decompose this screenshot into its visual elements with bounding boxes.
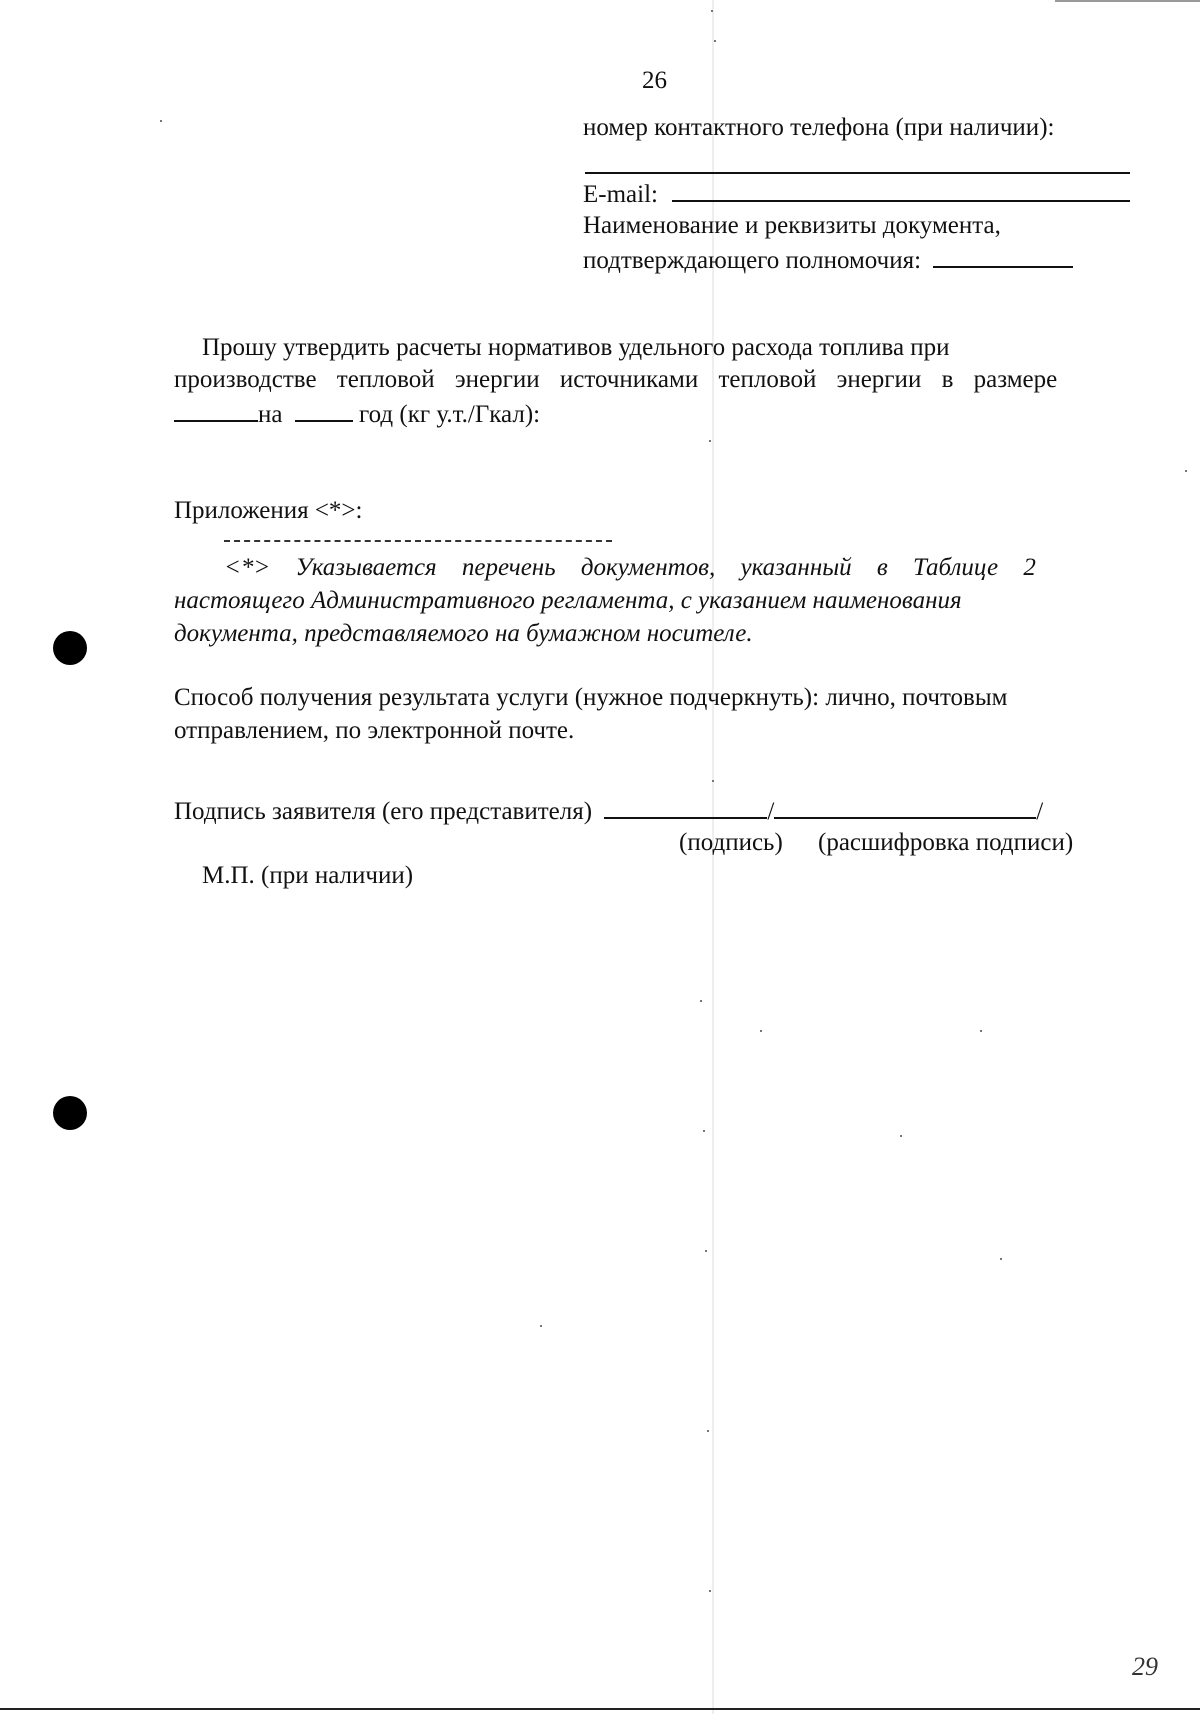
authority-doc-row — [583, 244, 1073, 276]
footnote-line3: документа, представляемого на бумажном носителе. — [174, 620, 753, 647]
authority-doc-line1: Наименование и реквизиты документа, — [583, 212, 1001, 239]
signature-blank-line — [604, 795, 767, 819]
scan-speck — [980, 1030, 982, 1032]
phone-label: номер контактного телефона (при наличии): — [583, 114, 1055, 141]
footnote-line1: <*> Указывается перечень документов, указанный в Таблице 2 — [224, 554, 1036, 581]
attachments-label: Приложения <*>: — [174, 497, 363, 524]
scan-speck — [700, 1000, 702, 1002]
footnote-line1-wrap — [224, 553, 1140, 583]
signature-slash-1: / — [767, 798, 775, 825]
request-line1: Прошу утвердить расчеты нормативов удельного расхода топлива при — [202, 334, 950, 361]
request-line2-text: производстве тепловой энергии источниками тепловой энергии в размере — [174, 366, 1058, 393]
scan-speck — [540, 1325, 542, 1327]
scan-speck — [703, 1130, 705, 1132]
request-on: на — [258, 401, 283, 428]
email-label: E-mail: — [583, 181, 658, 208]
scan-speck — [712, 780, 714, 782]
punch-hole-lower — [53, 1096, 87, 1130]
scan-speck — [711, 10, 713, 12]
scan-speck — [160, 120, 162, 122]
email-row — [583, 178, 1130, 210]
phone-blank-line — [585, 172, 1130, 174]
delivery-line1: Способ получения результата услуги (нужное подчеркнуть): лично, почтовым — [174, 684, 1008, 711]
footnote-separator — [224, 540, 612, 542]
request-line2 — [174, 365, 1140, 395]
scan-speck — [1000, 1258, 1002, 1260]
sheet-number-mark: 29 — [1132, 1652, 1158, 1681]
authority-doc-blank-line — [933, 244, 1073, 268]
scan-speck — [707, 1430, 709, 1432]
scan-speck — [1185, 470, 1187, 472]
email-blank-line — [672, 178, 1130, 202]
scan-speck — [709, 1590, 711, 1592]
scan-speck — [760, 1030, 762, 1032]
request-year-unit: год (кг у.т./Гкал): — [358, 401, 541, 428]
decoding-caption: (расшифровка подписи) — [818, 829, 1074, 856]
scan-speck — [709, 440, 711, 442]
scan-speck — [900, 1135, 902, 1137]
amount-blank-line — [174, 398, 258, 422]
request-line3 — [174, 398, 540, 430]
authority-doc-line2: подтверждающего полномочия: — [583, 247, 922, 274]
signature-slash-2: / — [1036, 798, 1044, 825]
stamp-label: М.П. (при наличии) — [202, 862, 414, 889]
bottom-edge-rule — [0, 1708, 1200, 1710]
top-edge-rule — [1055, 0, 1200, 2]
decoding-blank-line — [774, 795, 1036, 819]
punch-hole-upper — [53, 631, 87, 665]
scan-speck — [714, 40, 716, 42]
signature-label: Подпись заявителя (его представителя) — [174, 798, 593, 825]
page-number: 26 — [642, 67, 667, 94]
scan-speck — [705, 1250, 707, 1252]
signature-caption: (подпись) — [679, 829, 783, 856]
year-blank-line — [295, 398, 353, 422]
signature-row — [174, 795, 1043, 827]
delivery-line2: отправлением, по электронной почте. — [174, 717, 575, 744]
footnote-line2: настоящего Административного регламента, с указанием наименования — [174, 587, 962, 614]
